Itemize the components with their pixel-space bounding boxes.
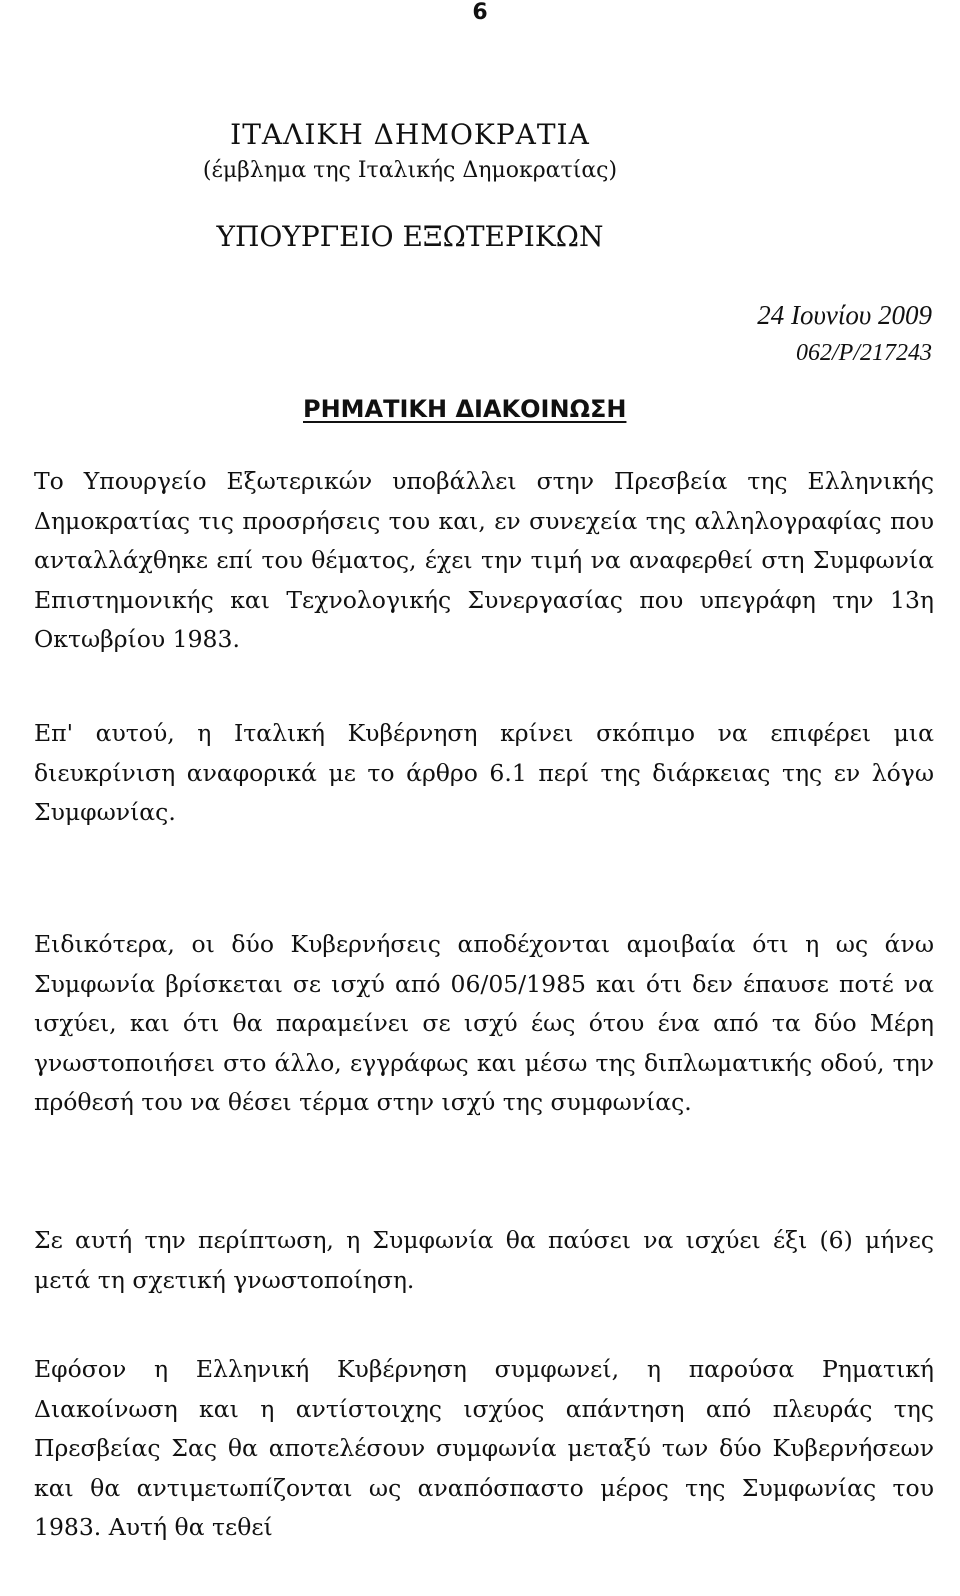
issuing-country: ΙΤΑΛΙΚΗ ΔΗΜΟΚΡΑΤΙΑ <box>230 118 590 151</box>
reference-number: 062/P/217243 <box>796 340 932 366</box>
document-title: ΡΗΜΑΤΙΚΗ ΔΙΑΚΟΙΝΩΣΗ <box>303 395 627 423</box>
document-date: 24 Ιουνίου 2009 <box>757 300 932 330</box>
paragraph-agreement: Εφόσον η Ελληνική Κυβέρνηση συμφωνεί, η παρούσα Ρηματική Διακοίνωση και η αντίστοιχης ισχύος απάντηση από πλευράς της Πρεσβείας Σας θα αποτελέσουν συμφωνία μεταξύ των δύο Κυβερνήσεων και θα αντιμετωπίζονται ως αναπόσπαστο μέρος της Συμφωνίας του 1983. Αυτή θα τεθεί <box>34 1355 934 1541</box>
emblem-note: (έμβλημα της Ιταλικής Δημοκρατίας) <box>202 158 618 183</box>
paragraph-introduction: Το Υπουργείο Εξωτερικών υποβάλλει στην Πρεσβεία της Ελληνικής Δημοκρατίας τις προσρήσεις του και, εν συνεχεία της αλληλογραφίας που ανταλλάχθηκε επί του θέματος, έχει την τιμή να αναφερθεί στη Συμφωνία Επιστημονικής και Τεχνολογικής Συνεργασίας που υπεγράφη την 13η Οκτωβρίου 1983. <box>34 467 934 653</box>
page-number: 6 <box>472 0 488 25</box>
paragraph-termination: Σε αυτή την περίπτωση, η Συμφωνία θα παύσει να ισχύει έξι (6) μήνες μετά τη σχετική γνωστοποίηση. <box>34 1226 934 1294</box>
issuing-ministry: ΥΠΟΥΡΓΕΙΟ ΕΞΩΤΕΡΙΚΩΝ <box>216 220 604 253</box>
paragraph-clarification: Επ' αυτού, η Ιταλική Κυβέρνηση κρίνει σκόπιμο να επιφέρει μια διευκρίνιση αναφορικά με το άρθρο 6.1 περί της διάρκειας της εν λόγω Συμφωνίας. <box>34 719 934 826</box>
paragraph-validity: Ειδικότερα, οι δύο Κυβερνήσεις αποδέχονται αμοιβαία ότι η ως άνω Συμφωνία βρίσκεται σε ισχύ από 06/05/1985 και ότι δεν έπαυσε ποτέ να ισχύει, και ότι θα παραμείνει σε ισχύ έως ότου ένα από τα δύο Μέρη γνωστοποιήσει στο άλλο, εγγράφως και μέσω της διπλωματικής οδού, την πρόθεσή του να θέσει τέρμα στην ισχύ της συμφωνίας. <box>34 930 934 1116</box>
